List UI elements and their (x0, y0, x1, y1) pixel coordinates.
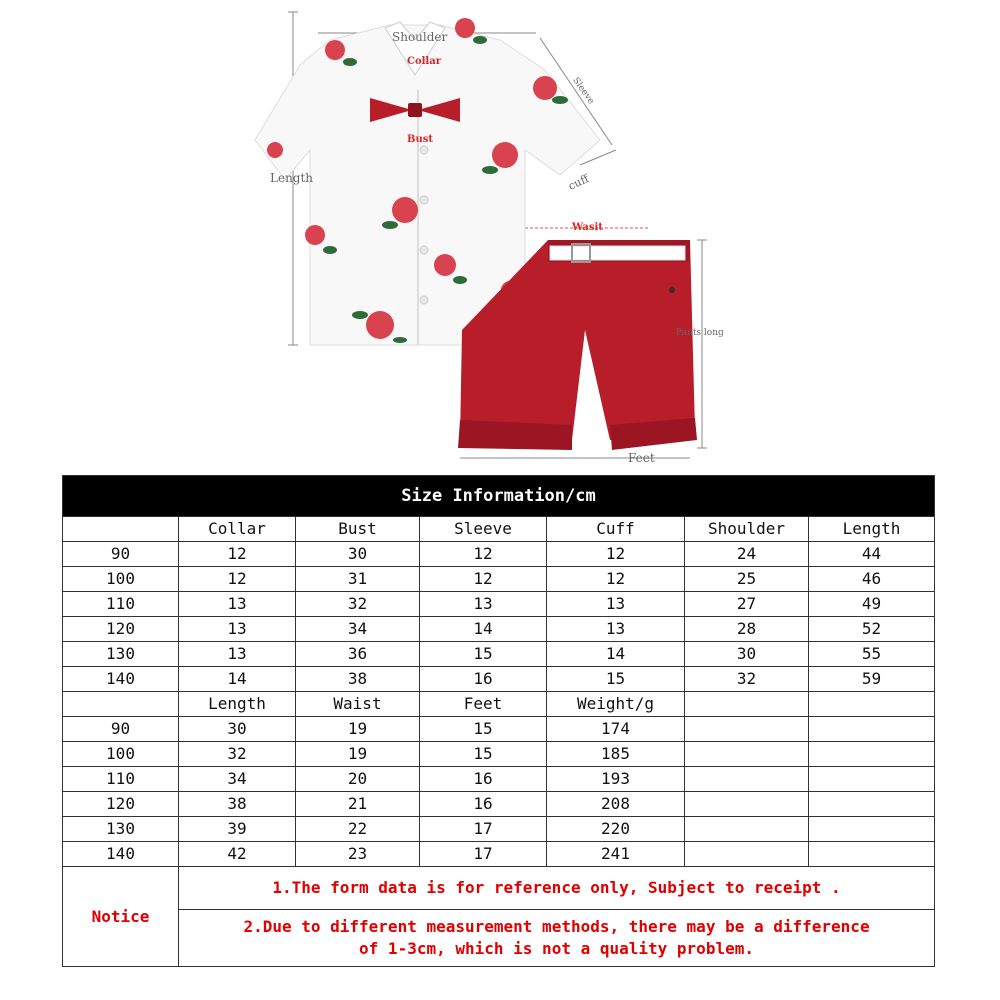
table-cell (685, 692, 809, 717)
table-cell: 14 (179, 667, 296, 692)
table-row (63, 667, 935, 692)
notice-text-2-line-1: 2.Due to different measurement methods, there may be a difference (243, 917, 870, 936)
table-cell: 49 (809, 592, 935, 617)
table-cell: 14 (547, 642, 685, 667)
bust-label: Bust (407, 134, 433, 145)
table-cell: 13 (179, 642, 296, 667)
table-cell: 22 (296, 817, 420, 842)
product-image (0, 0, 1000, 470)
table-cell: 39 (179, 817, 296, 842)
table-cell: 16 (420, 767, 547, 792)
table-row (63, 642, 935, 667)
table-cell: 140 (63, 842, 179, 867)
table-cell: 38 (296, 667, 420, 692)
table-cell: 32 (685, 667, 809, 692)
length-label: Length (270, 171, 314, 185)
table-cell: 15 (420, 742, 547, 767)
table-cell: 220 (547, 817, 685, 842)
table-cell: 32 (296, 592, 420, 617)
notice-text-1: 1.The form data is for reference only, Subject to receipt . (179, 867, 935, 910)
waist-label: Wasit (572, 222, 603, 233)
table-row (63, 567, 935, 592)
table-cell: 30 (296, 542, 420, 567)
pants-long-label: Pants long (676, 328, 724, 338)
table-row (63, 617, 935, 642)
table-cell (685, 817, 809, 842)
table-cell: 44 (809, 542, 935, 567)
pants-header-row (63, 692, 935, 717)
table-cell: 31 (296, 567, 420, 592)
table-cell: 174 (547, 717, 685, 742)
table-row (63, 817, 935, 842)
table-cell: Collar (179, 517, 296, 542)
notice-text-2-line-2: of 1-3cm, which is not a quality problem. (359, 939, 754, 958)
table-cell: 17 (420, 817, 547, 842)
table-cell: 16 (420, 792, 547, 817)
table-cell: 52 (809, 617, 935, 642)
table-cell: 110 (63, 592, 179, 617)
notice-label: Notice (63, 867, 179, 967)
table-cell: 90 (63, 717, 179, 742)
table-cell (685, 717, 809, 742)
table-cell (809, 742, 935, 767)
table-cell: 19 (296, 717, 420, 742)
table-cell (809, 792, 935, 817)
table-cell: 208 (547, 792, 685, 817)
notice-text-2 (179, 910, 935, 967)
table-cell: Sleeve (420, 517, 547, 542)
table-title-row (63, 476, 935, 517)
table-cell: 32 (179, 742, 296, 767)
table-cell: 12 (547, 567, 685, 592)
table-cell: Length (179, 692, 296, 717)
table-cell: 19 (296, 742, 420, 767)
table-cell: 59 (809, 667, 935, 692)
table-cell: 17 (420, 842, 547, 867)
table-cell: 34 (179, 767, 296, 792)
size-table (62, 475, 935, 967)
table-cell: 30 (179, 717, 296, 742)
table-cell: 90 (63, 542, 179, 567)
feet-label: Feet (628, 451, 655, 465)
table-cell: 12 (179, 542, 296, 567)
table-title: Size Information/cm (63, 476, 935, 517)
table-cell: 13 (547, 617, 685, 642)
table-cell: 13 (179, 592, 296, 617)
table-cell: 12 (420, 567, 547, 592)
table-cell: Feet (420, 692, 547, 717)
table-row (63, 767, 935, 792)
table-cell: 140 (63, 667, 179, 692)
table-cell: 12 (420, 542, 547, 567)
table-cell (685, 792, 809, 817)
shoulder-label: Shoulder (392, 30, 448, 44)
notice-row-2 (63, 910, 935, 967)
table-cell: 100 (63, 567, 179, 592)
shirt-header-row (63, 517, 935, 542)
table-cell (63, 517, 179, 542)
table-cell (809, 717, 935, 742)
table-cell: 30 (685, 642, 809, 667)
table-cell (685, 767, 809, 792)
table-cell: 13 (547, 592, 685, 617)
sleeve-label: Sleeve (570, 75, 596, 107)
table-row (63, 542, 935, 567)
table-cell: 193 (547, 767, 685, 792)
notice-row-1 (63, 867, 935, 910)
outfit-illustration (0, 0, 1000, 470)
table-cell: 25 (685, 567, 809, 592)
table-cell (809, 692, 935, 717)
table-cell: Shoulder (685, 517, 809, 542)
table-cell: 185 (547, 742, 685, 767)
cuff-label: cuff (566, 172, 591, 193)
table-cell: 46 (809, 567, 935, 592)
table-cell: 13 (420, 592, 547, 617)
table-cell: 20 (296, 767, 420, 792)
table-cell: 21 (296, 792, 420, 817)
table-cell (809, 767, 935, 792)
table-cell: 130 (63, 642, 179, 667)
table-cell: 15 (420, 642, 547, 667)
table-cell: 55 (809, 642, 935, 667)
table-cell: 15 (547, 667, 685, 692)
table-row (63, 742, 935, 767)
table-cell: 13 (179, 617, 296, 642)
table-cell: 28 (685, 617, 809, 642)
table-cell: 120 (63, 792, 179, 817)
collar-label: Collar (407, 56, 441, 67)
table-cell: 42 (179, 842, 296, 867)
table-row (63, 717, 935, 742)
table-cell: 23 (296, 842, 420, 867)
table-row (63, 842, 935, 867)
table-cell: 130 (63, 817, 179, 842)
table-cell: 36 (296, 642, 420, 667)
table-cell: Waist (296, 692, 420, 717)
table-cell: 27 (685, 592, 809, 617)
table-row (63, 792, 935, 817)
table-cell: 38 (179, 792, 296, 817)
table-cell: Weight/g (547, 692, 685, 717)
table-cell: 12 (547, 542, 685, 567)
table-cell: Bust (296, 517, 420, 542)
table-row (63, 592, 935, 617)
table-cell: Cuff (547, 517, 685, 542)
table-cell: 100 (63, 742, 179, 767)
table-cell (685, 842, 809, 867)
table-cell: 24 (685, 542, 809, 567)
table-cell: 14 (420, 617, 547, 642)
table-cell (809, 842, 935, 867)
table-cell (809, 817, 935, 842)
table-cell (63, 692, 179, 717)
table-cell: Length (809, 517, 935, 542)
table-cell: 34 (296, 617, 420, 642)
table-cell: 110 (63, 767, 179, 792)
table-cell: 120 (63, 617, 179, 642)
table-cell: 241 (547, 842, 685, 867)
table-cell: 15 (420, 717, 547, 742)
table-cell: 12 (179, 567, 296, 592)
table-cell (685, 742, 809, 767)
table-cell: 16 (420, 667, 547, 692)
